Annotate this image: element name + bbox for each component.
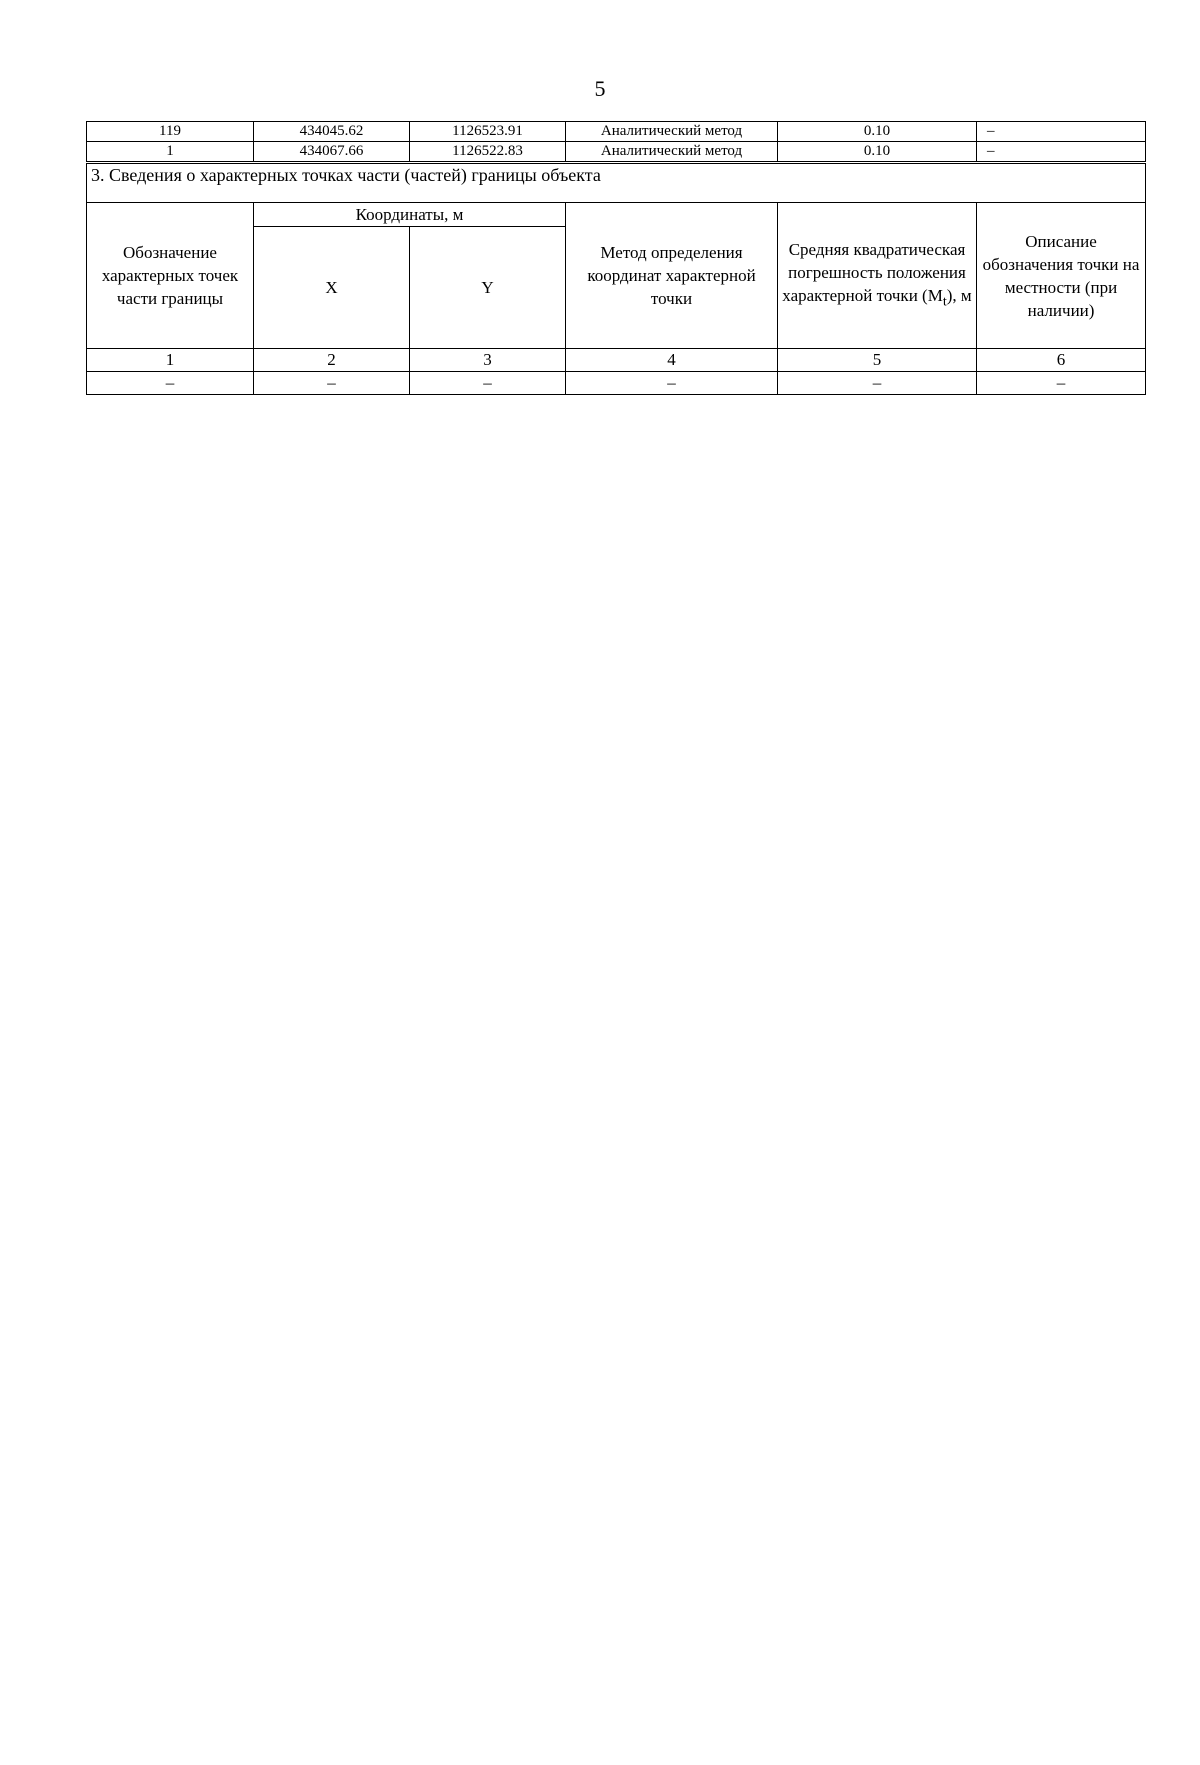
point-number-cell: 1 (87, 142, 254, 162)
header-error-text: Средняя квадратическая погрешность положения характерной точки (M (782, 239, 966, 305)
column-number: 2 (254, 349, 410, 372)
header-error-subscript: t (942, 293, 947, 310)
section-title-row (87, 164, 1146, 203)
header-method: Метод определения координат характерной точки (566, 203, 778, 349)
empty-value-cell: – (977, 372, 1146, 395)
column-number: 6 (977, 349, 1146, 372)
coordinates-table-continuation (86, 121, 1146, 162)
header-coordinates: Координаты, м (254, 203, 566, 227)
column-number: 5 (778, 349, 977, 372)
point-number-cell: 119 (87, 122, 254, 142)
header-error (778, 203, 977, 349)
error-cell: 0.10 (778, 122, 977, 142)
table-row (87, 142, 1146, 162)
column-numbers-row (87, 349, 1146, 372)
section-title: 3. Сведения о характерных точках части (частей) границы объекта (87, 164, 1146, 203)
header-row (87, 203, 1146, 227)
table-row (87, 122, 1146, 142)
method-cell: Аналитический метод (566, 122, 778, 142)
description-cell: – (977, 142, 1146, 162)
x-coordinate-cell: 434045.62 (254, 122, 410, 142)
table-row (87, 372, 1146, 395)
x-coordinate-cell: 434067.66 (254, 142, 410, 162)
column-number: 1 (87, 349, 254, 372)
header-description: Описание обозначения точки на местности (при наличии) (977, 203, 1146, 349)
part-boundary-points-table (86, 163, 1146, 395)
header-x: X (254, 227, 410, 349)
y-coordinate-cell: 1126523.91 (410, 122, 566, 142)
empty-value-cell: – (87, 372, 254, 395)
header-error-tail: ), м (946, 285, 972, 305)
page-number: 5 (594, 76, 606, 101)
method-cell: Аналитический метод (566, 142, 778, 162)
y-coordinate-cell: 1126522.83 (410, 142, 566, 162)
header-y: Y (410, 227, 566, 349)
header-designation: Обозначение характерных точек части границы (87, 203, 254, 349)
description-cell: – (977, 122, 1146, 142)
empty-value-cell: – (254, 372, 410, 395)
error-cell: 0.10 (778, 142, 977, 162)
empty-value-cell: – (410, 372, 566, 395)
empty-value-cell: – (778, 372, 977, 395)
column-number: 4 (566, 349, 778, 372)
column-number: 3 (410, 349, 566, 372)
empty-value-cell: – (566, 372, 778, 395)
